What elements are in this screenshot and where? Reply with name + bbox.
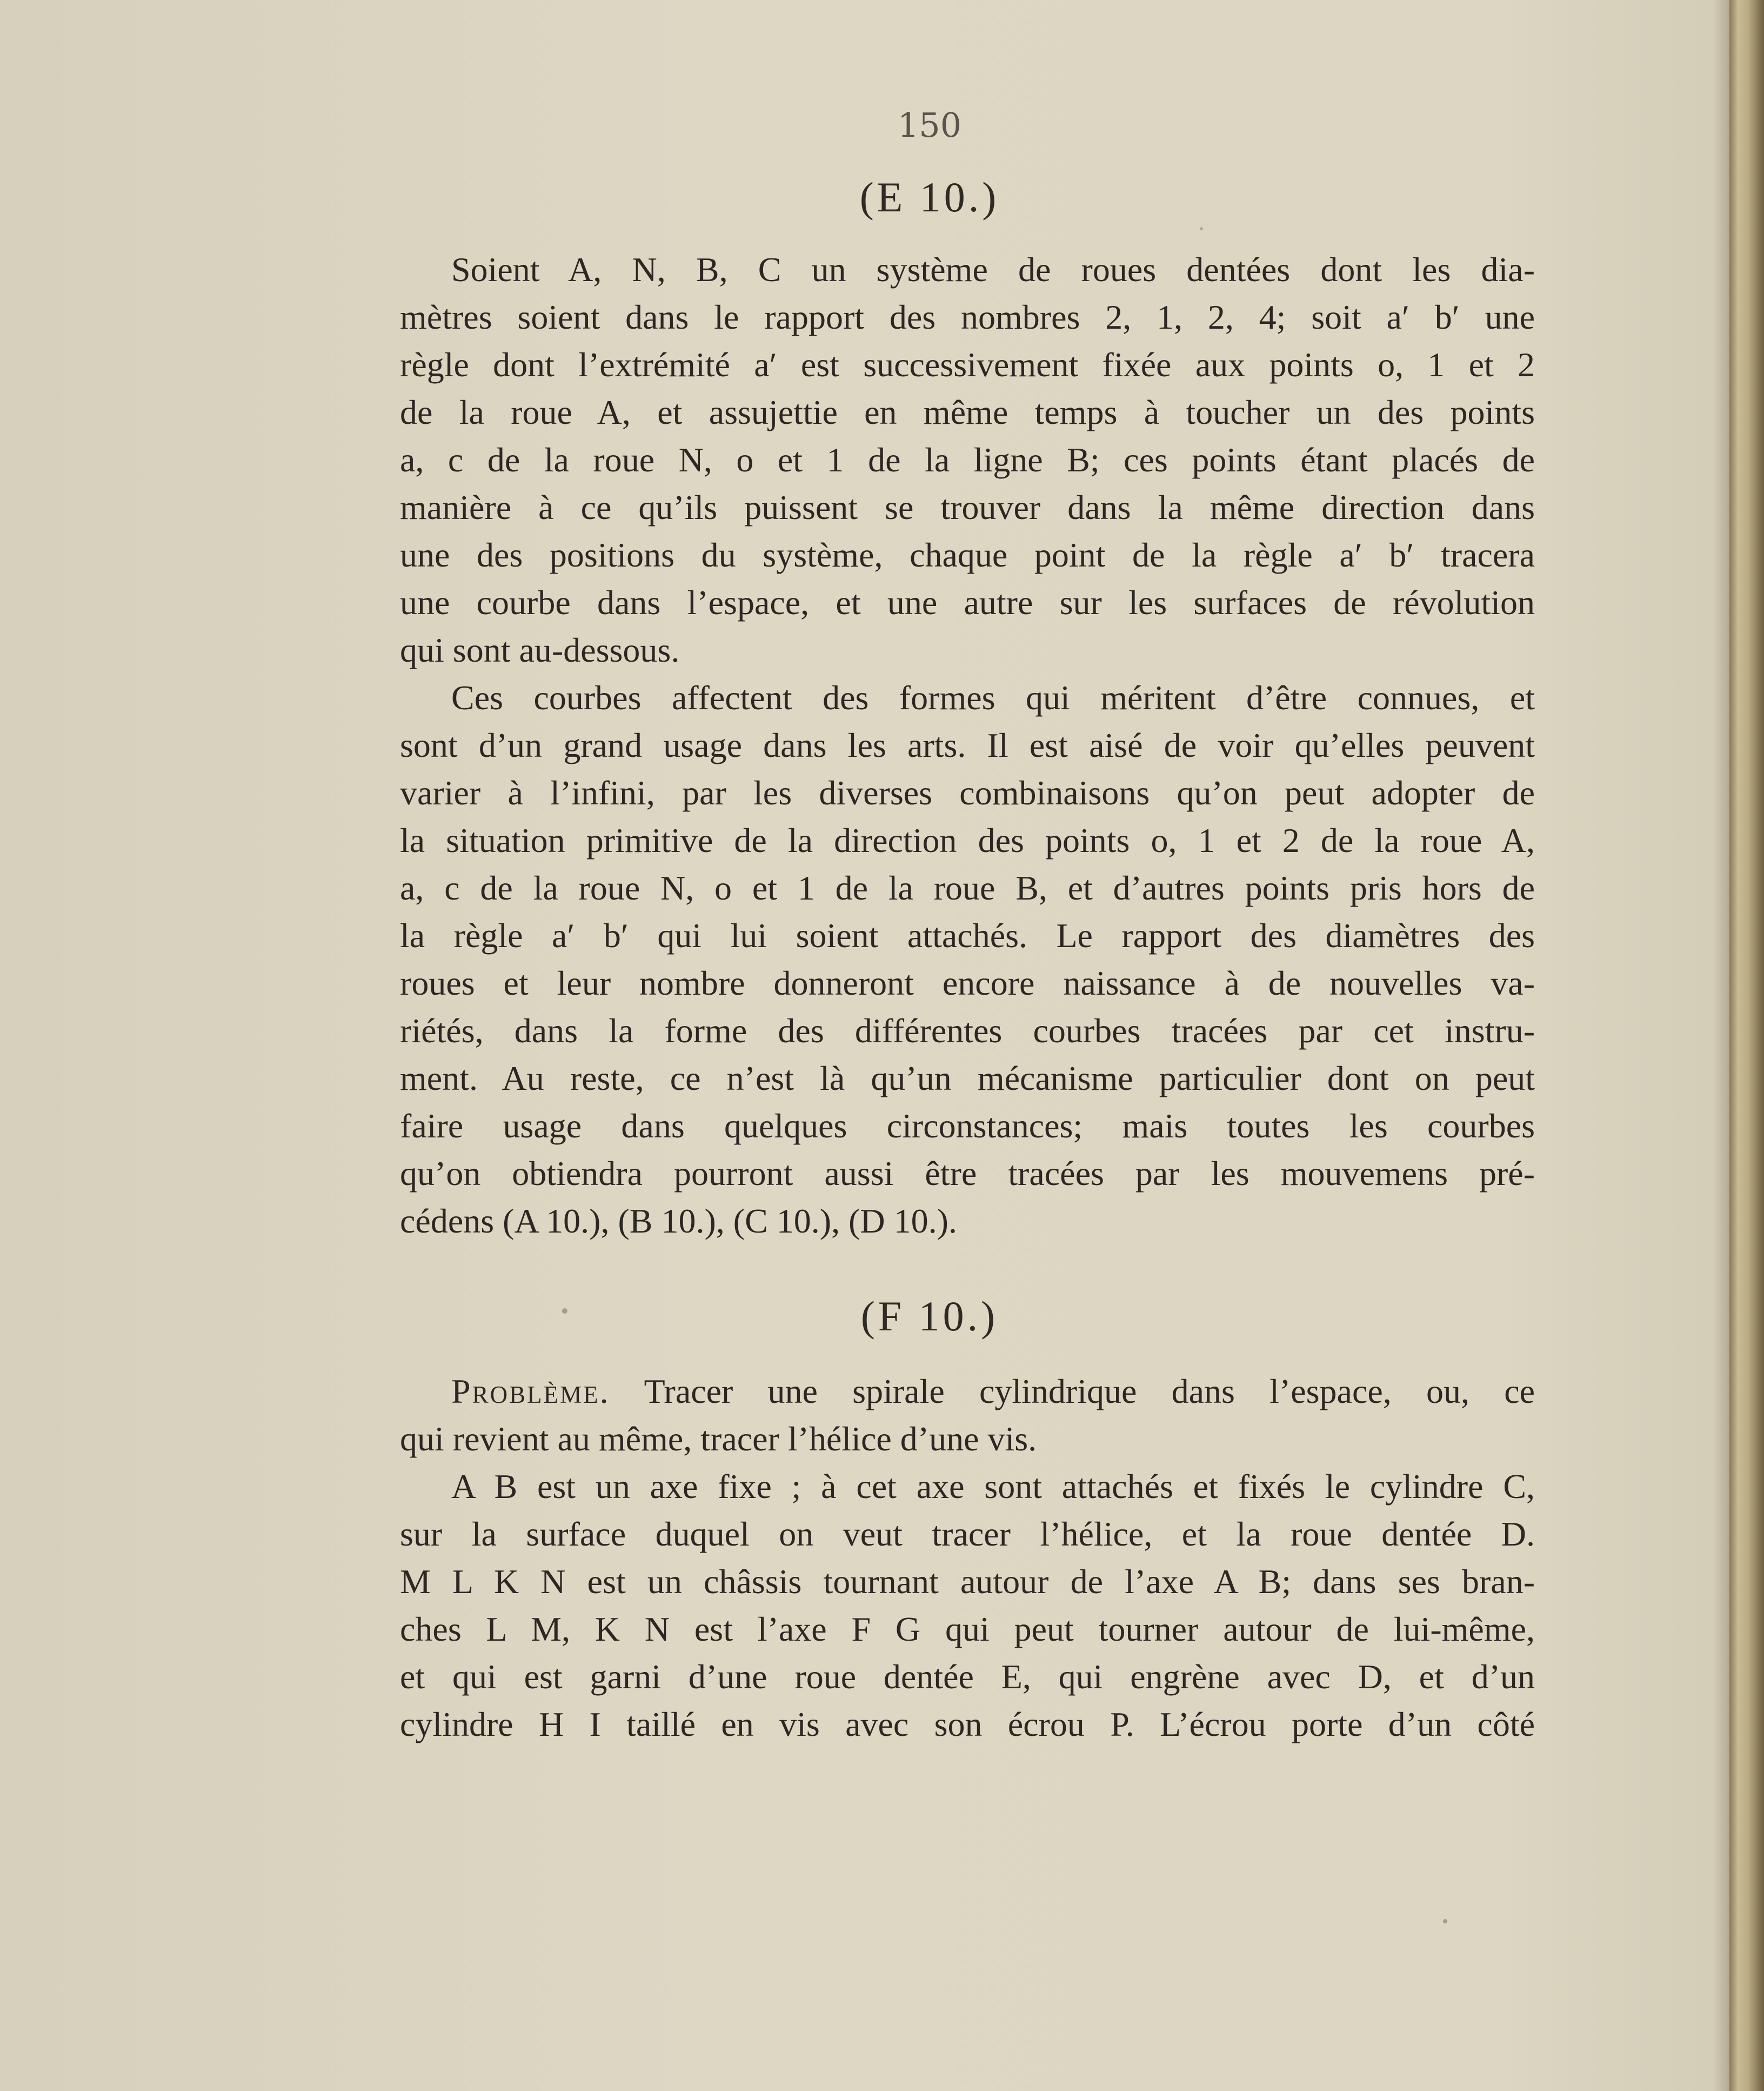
text-line: a, c de la roue N, o et 1 de la roue B, et d’autres points pris hors de (400, 869, 1535, 907)
text-line: Soient A, N, B, C un système de roues dentées dont les dia- (451, 250, 1535, 289)
paper-speck (1200, 227, 1203, 230)
page-number: 150 (897, 105, 962, 145)
text-line: qui revient au même, tracer l’hélice d’une vis. (400, 1420, 1037, 1458)
text-line: faire usage dans quelques circonstances; mais toutes les courbes (400, 1107, 1535, 1145)
section-heading-e10: (E 10.) (859, 174, 1000, 221)
text-line: qui sont au-dessous. (400, 631, 680, 669)
text-line: varier à l’infini, par les diverses combinaisons qu’on peut adopter de (400, 774, 1535, 812)
text-line: a, c de la roue N, o et 1 de la ligne B; ces points étant placés de (400, 441, 1535, 479)
paper-speck (1443, 1919, 1447, 1923)
paper-speck (562, 1308, 567, 1314)
section-f10-body (400, 1368, 1535, 1748)
section-e10-body (400, 246, 1535, 1245)
text-line (400, 1368, 1535, 1415)
text-line: une des positions du système, chaque point de la règle a′ b′ tracera (400, 536, 1535, 574)
text-line: une courbe dans l’espace, et une autre sur les surfaces de révolution (400, 583, 1535, 622)
text-line: la règle a′ b′ qui lui soient attachés. Le rapport des diamètres des (400, 916, 1535, 955)
text-line: qu’on obtiendra pourront aussi être tracées par les mouvemens pré- (400, 1154, 1535, 1193)
text-line: et qui est garni d’une roue dentée E, qui engrène avec D, et d’un (400, 1657, 1535, 1696)
text-line: mètres soient dans le rapport des nombres 2, 1, 2, 4; soit a′ b′ une (400, 298, 1535, 336)
text-line: ment. Au reste, ce n’est là qu’un mécanisme particulier dont on peut (400, 1059, 1535, 1097)
text-line: cylindre H I taillé en vis avec son écrou P. L’écrou porte d’un côté (400, 1705, 1535, 1743)
text-line: ches L M, K N est l’axe F G qui peut tourner autour de lui-même, (400, 1610, 1535, 1648)
binding-shadow (1713, 0, 1729, 2091)
text-line: M L K N est un châssis tournant autour de l’axe A B; dans ses bran- (400, 1562, 1535, 1601)
text-line: sur la surface duquel on veut tracer l’hélice, et la roue dentée D. (400, 1515, 1535, 1553)
text-line: la situation primitive de la direction des points o, 1 et 2 de la roue A, (400, 821, 1535, 860)
text-line: roues et leur nombre donneront encore naissance à de nouvelles va- (400, 964, 1535, 1002)
text-line: règle dont l’extrémité a′ est successivement fixée aux points o, 1 et 2 (400, 345, 1535, 384)
problem-statement: Tracer une spirale cylindrique dans l’espace, ou, ce (610, 1372, 1535, 1410)
section-heading-f10: (F 10.) (860, 1293, 999, 1340)
page-edge (1729, 0, 1764, 2091)
text-line: A B est un axe fixe ; à cet axe sont attachés et fixés le cylindre C, (451, 1467, 1535, 1506)
text-line: manière à ce qu’ils puissent se trouver dans la même direction dans (400, 488, 1535, 527)
text-line: de la roue A, et assujettie en même temps à toucher un des points (400, 393, 1535, 431)
probleme-label: Problème. (451, 1372, 610, 1410)
text-line: cédens (A 10.), (B 10.), (C 10.), (D 10.). (400, 1202, 957, 1240)
text-line: Ces courbes affectent des formes qui méritent d’être connues, et (451, 678, 1535, 717)
text-line: riétés, dans la forme des différentes courbes tracées par cet instru- (400, 1011, 1535, 1050)
text-line: sont d’un grand usage dans les arts. Il est aisé de voir qu’elles peuvent (400, 726, 1535, 764)
